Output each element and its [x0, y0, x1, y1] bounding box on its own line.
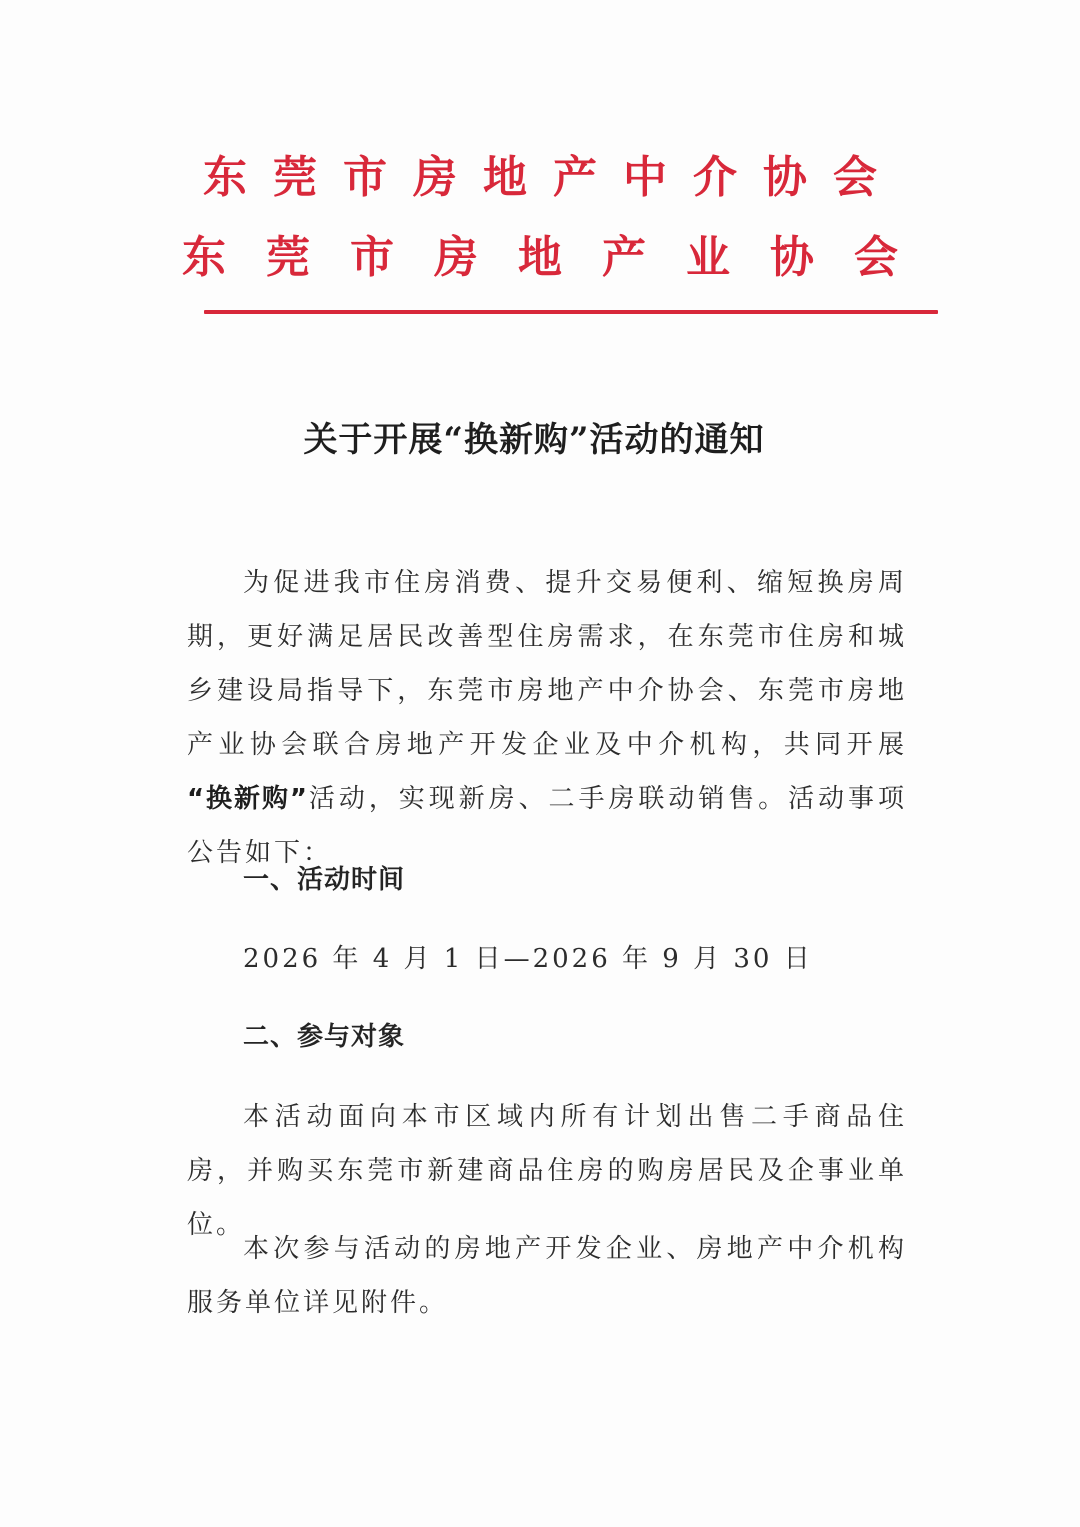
intro-text-after: 活动，实现新房、二手房联动销售。活动事项公告如下： — [187, 784, 907, 868]
participants-paragraph: 本活动面向本市区域内所有计划出售二手商品住房，并购买东莞市新建商品住房的购房居民及企事业单位。 — [187, 1102, 907, 1240]
document-title: 关于开展“换新购”活动的通知 — [303, 420, 765, 460]
section-heading-participants: 二、参与对象 — [243, 1022, 406, 1052]
intro-emphasis: “换新购” — [187, 784, 308, 814]
attachment-paragraph: 本次参与活动的房地产开发企业、房地产中介机构服务单位详见附件。 — [187, 1234, 907, 1318]
intro-paragraph — [187, 556, 907, 880]
letterhead-org-2: 东莞市房地产业协会 — [182, 232, 938, 283]
section-heading-time: 一、活动时间 — [243, 865, 406, 895]
activity-date-range: 2026 年 4 月 1 日—2026 年 9 月 30 日 — [243, 944, 813, 974]
intro-text-before: 为促进我市住房消费、提升交易便利、缩短换房周期，更好满足居民改善型住房需求，在东莞市住房和城乡建设局指导下，东莞市房地产中介协会、东莞市房地产业协会联合房地产开发企业及中介机构，共同开展 — [187, 568, 907, 760]
letterhead-divider — [204, 310, 938, 314]
letterhead-org-1: 东莞市房地产中介协会 — [203, 152, 903, 203]
